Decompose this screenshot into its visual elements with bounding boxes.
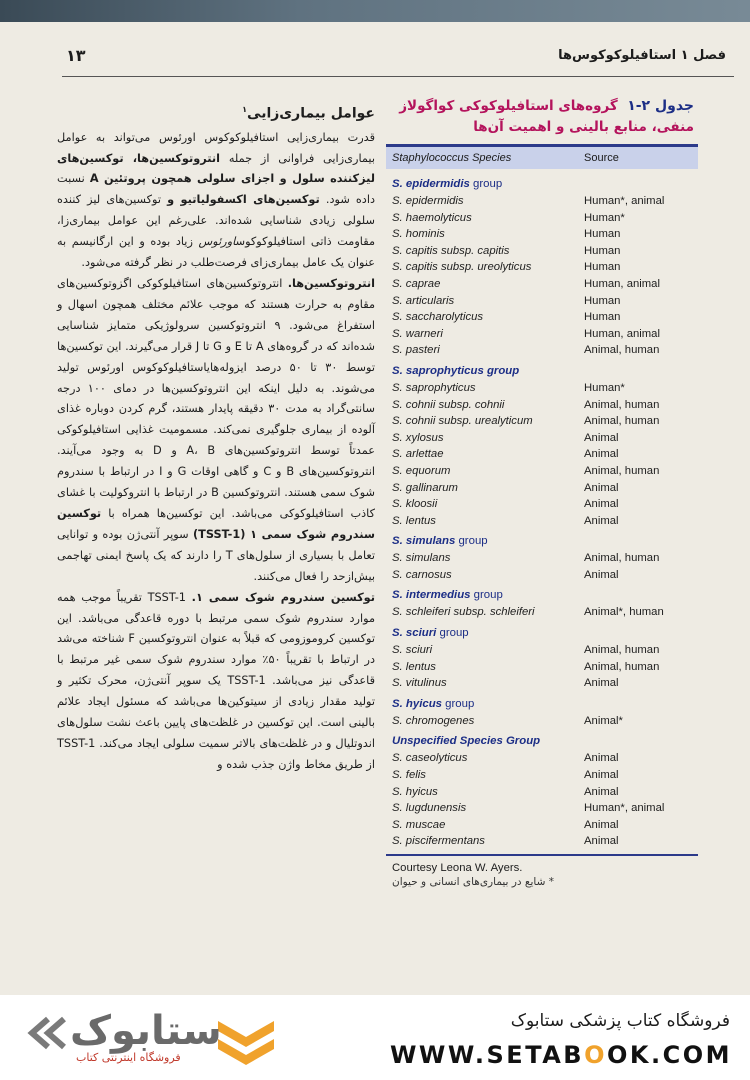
table-body [386,169,698,850]
species-cell: S. lentus [392,514,436,527]
table-row [386,309,698,326]
table-row [386,642,698,659]
source-cell: Animal, human [584,660,660,673]
source-cell: Human*, animal [584,802,665,815]
table-group [386,625,698,692]
table-row [386,342,698,359]
table-row [386,326,698,343]
source-cell: Animal [584,835,619,848]
species-cell: S. pasteri [392,344,440,357]
source-cell: Animal, human [584,344,660,357]
paragraph: قدرت بیماری‌زایی استافیلوکوکوس اورئوس می‌تواند به عوامل بیماری‌زایی فراوانی از جمله انتروتوکسین‌ها، توکسین‌های لیزکننده سلول و اجزای سلولی همچون پروتئین A نسبت داده شود. توکسین‌های اکسفولیاتیو و توکسین‌های لیز کننده سلولی زیادی شناسایی شده‌اند. علی‌رغم این عوامل بیماری‌زا، مقاومت ذاتی استافیلوکوکوساورئوس زیاد بوده و این ارگانیسم به عنوان یک عامل بیماری‌زای فرصت‌طلب در نظر گرفته می‌شود. [57,130,376,270]
source-cell: Animal, human [584,415,660,428]
group-name: Unspecified Species Group [392,735,541,748]
logo-chevron-icon [214,1015,278,1069]
species-cell: S. gallinarum [392,481,458,494]
group-name: S. sciuri group [392,627,469,640]
table-row [386,446,698,463]
table-group [386,587,698,621]
table-group [386,733,698,850]
table-group [386,533,698,583]
table-row [386,659,698,676]
source-cell: Human [584,261,621,274]
species-cell: S. capitis subsp. capitis [392,244,510,257]
species-cell: S. chromogenes [392,714,475,727]
source-cell: Human*, animal [584,195,665,207]
source-cell: Animal, human [584,552,660,565]
chapter-title: فصل ۱ استافیلوکوکوس‌ها [558,48,726,63]
source-cell: Animal*, human [584,606,664,619]
table-row [386,817,698,834]
group-name: S. saprophyticus group [392,364,520,377]
table-row [386,833,698,850]
species-cell: S. cohnii subsp. cohnii [392,398,505,411]
source-cell: Animal [584,498,619,511]
species-cell: S. articularis [392,294,455,307]
source-cell: Animal [584,481,619,494]
table-row [386,713,698,730]
setabook-logo [26,1007,286,1071]
species-cell: S. felis [392,769,426,782]
source-cell: Animal, human [584,398,660,411]
store-url[interactable]: WWW.SETABOOK.COM [389,1041,732,1069]
species-cell: S. arlettae [392,448,444,461]
group-name: S. epidermidis group [392,178,503,190]
source-cell: Animal [584,431,619,444]
table-row [386,210,698,227]
table-row [386,226,698,243]
species-cell: S. vitulinus [392,677,447,690]
paragraph: انتروتوکسین‌ها. انتروتوکسین‌های استافیلوکوکی اگزوتوکسین‌های مقاوم به حرارت هستند که موجب علائم مختلف همچون اسهال و استفراغ می‌شود. ۹ انتروتوکسین سرولوژیکی متمایز شناسایی شده‌اند که در گروه‌های A تا E و G تا J قرار می‌گیرند. این توکسین‌ها توسط ۳۰ تا ۵۰ درصد ایزوله‌هایاستافیلوکوکوس اورئوس تولید می‌شوند. به دلیل اینکه این انتروتوکسین‌ها در دمای ۱۰۰ درجه سانتی‌گراد به مدت ۳۰ دقیقه پایدار هستند، گرم کردن دوباره غذای آلوده از بیماری جلوگیری نمی‌کند. مسمومیت غذایی استافیلوکوکی عمدتاً توسط انتروتوکسین‌های A، B و D به وجود می‌آیند. انتروتوکسین‌های B و C و گاهی اوقات G و I در ارتباط با سندروم شوک سمی هستند. انتروتوکسین B در ارتباط با انتروکولیت با غشای کاذب استافیلوکوکی می‌باشد. این توکسین‌ها همراه با توکسین سندروم شوک سمی ۱ (TSST-1) سوپر آنتی‌ژن بوده و توانایی تعامل با بسیاری از سلول‌های T را دارند که یک پاسخ ایمنی تهاجمی بیش‌ازحد را فعال می‌کنند. [57,277,376,583]
group-name: S. intermedius group [392,589,503,602]
table-row [386,243,698,260]
table-row [386,513,698,530]
species-cell: S. xylosus [392,431,444,444]
source-cell: Animal [584,677,619,690]
table-row [386,767,698,784]
store-banner [0,995,750,1080]
species-cell: S. epidermidis [392,195,464,207]
species-cell: S. lugdunensis [392,802,467,815]
page-number: ۱۳ [66,46,86,65]
table-courtesy: Courtesy Leona W. Ayers. [392,862,523,874]
source-cell: Animal [584,785,619,798]
table-row [386,800,698,817]
group-name: S. simulans group [392,535,488,548]
species-cell: S. saccharolyticus [392,311,484,324]
table-row [386,463,698,480]
table-row [386,413,698,430]
species-cell: S. warneri [392,327,443,340]
source-cell: Animal [584,448,619,461]
species-cell: S. simulans [392,552,451,565]
table-title: گروه‌های استافیلوکوکی کواگولاز منفی، منابع بالینی و اهمیت آن‌ها [399,98,694,135]
table-row [386,550,698,567]
table-row [386,276,698,293]
species-cell: S. piscifermentans [392,835,485,848]
species-cell: S. carnosus [392,568,452,581]
source-cell: Human* [584,211,625,224]
section-title: عوامل بیماری‌زایی$^۱$ [242,105,375,122]
species-cell: S. schleiferi subsp. schleiferi [392,606,535,619]
source-cell: Animal* [584,714,623,727]
paragraph: توکسین سندروم شوک سمی ۱. TSST-1 تقریباً موجب همه موارد سندروم شوک سمی مرتبط با دوره قاعدگی می‌باشد. این توکسین کروموزومی که قبلاً به عنوان انتروتوکسین F شناخته می‌شد در ارتباط با تقریباً ۵۰٪ موارد سندروم شوک سمی غیر مرتبط با قاعدگی نیز می‌باشد. TSST-1 یک سوپر آنتی‌ژن، محرک تکثیر و تولید مقدار زیادی از سیتوکین‌ها می‌باشد که مسئول ایجاد علائم بالینی است. این توکسین در غلظت‌های پایین باعث نشت سلول‌های اندوتلیال و در غلظت‌های بالاتر سمیت سلولی ایجاد می‌کند. TSST-1 از طریق مخاط واژن جذب شده و [57,590,376,771]
species-cell: S. equorum [392,464,451,477]
species-cell: S. sciuri [392,644,433,657]
running-header [66,48,726,72]
table-row [386,193,698,210]
source-cell: Human [584,228,621,241]
source-cell: Animal [584,752,619,765]
table-number: جدول ۲-۱ [627,98,694,114]
table-row [386,496,698,513]
top-edge [0,0,750,22]
table-row [386,675,698,692]
table-footnote: * شایع در بیماری‌های انسانی و حیوان [392,876,554,888]
table-row [386,397,698,414]
table-2-1 [386,96,698,890]
species-cell: S. caprae [392,277,441,290]
species-cell: S. kloosii [392,498,438,511]
source-cell: Human [584,311,621,324]
table-row [386,750,698,767]
table-row [386,567,698,584]
store-name: فروشگاه کتاب پزشکی ستابوک [510,1011,730,1031]
source-cell: Human, animal [584,277,660,290]
table-row [386,380,698,397]
table-row [386,430,698,447]
source-cell: Human [584,294,621,307]
source-cell: Human [584,244,621,257]
table-header-row [386,144,698,169]
source-cell: Animal [584,769,619,782]
section-body [57,128,375,776]
table-group [386,363,698,529]
logo-arrows-icon [26,1013,70,1053]
col-species-header: Staphylococcus Species [392,152,512,164]
col-source-header: Source [584,152,619,164]
table-caption [386,96,698,138]
species-cell: S. cohnii subsp. urealyticum [392,415,533,428]
species-cell: S. hyicus [392,785,438,798]
species-cell: S. muscae [392,818,446,831]
source-cell: Animal [584,818,619,831]
table-row [386,480,698,497]
table-row [386,293,698,310]
table-row [386,259,698,276]
header-rule [62,76,734,77]
table-group [386,696,698,730]
table-group [386,176,698,359]
source-cell: Human* [584,381,625,394]
source-cell: Animal, human [584,644,660,657]
source-cell: Animal, human [584,464,660,477]
source-cell: Human, animal [584,327,660,340]
source-cell: Animal [584,514,619,527]
group-name: S. hyicus group [392,697,475,710]
species-cell: S. hominis [392,228,445,241]
table-row [386,604,698,621]
species-cell: S. saprophyticus [392,381,476,394]
species-cell: S. haemolyticus [392,211,472,224]
logo-brand: ستابوک [70,1008,222,1054]
species-cell: S. capitis subsp. ureolyticus [392,261,532,274]
logo-tagline: فروشگاه اینترنتی کتاب [76,1051,181,1064]
species-cell: S. lentus [392,660,436,673]
species-cell: S. caseolyticus [392,752,468,765]
text-column [57,100,375,776]
table-row [386,784,698,801]
source-cell: Animal [584,568,619,581]
